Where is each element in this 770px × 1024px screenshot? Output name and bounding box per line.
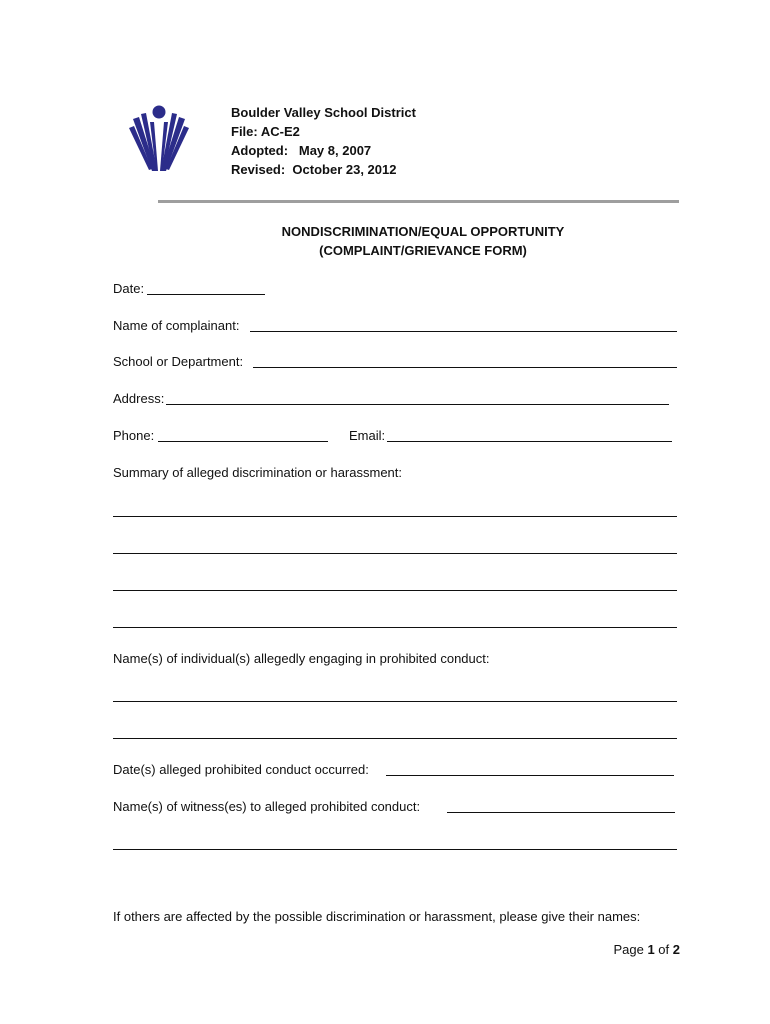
summary-line-4[interactable] (113, 627, 677, 628)
phone-field[interactable] (158, 441, 328, 442)
summary-label: Summary of alleged discrimination or harassment: (113, 465, 403, 480)
summary-line-2[interactable] (113, 553, 677, 554)
address-field[interactable] (166, 404, 669, 405)
others-label: If others are affected by the possible discrimination or harassment, please give their names: (113, 909, 641, 924)
individuals-line-1[interactable] (113, 701, 677, 702)
bvsd-logo-icon (128, 103, 190, 173)
summary-line-1[interactable] (113, 516, 677, 517)
individuals-label: Name(s) of individual(s) allegedly engaging in prohibited conduct: (113, 651, 490, 666)
email-label: Email: (349, 428, 386, 443)
email-field[interactable] (387, 441, 672, 442)
witnesses-field[interactable] (447, 812, 675, 813)
individuals-line-2[interactable] (113, 738, 677, 739)
complainant-field[interactable] (250, 331, 677, 332)
page-of: of (658, 942, 670, 957)
page-current: 1 (647, 942, 655, 957)
file-code: File: AC-E2 (231, 124, 300, 139)
witnesses-label: Name(s) of witness(es) to alleged prohibited conduct: (113, 799, 421, 814)
page-prefix: Page (613, 942, 644, 957)
dates-field[interactable] (386, 775, 674, 776)
address-label: Address: (113, 391, 165, 406)
form-title: NONDISCRIMINATION/EQUAL OPPORTUNITY (281, 224, 565, 239)
date-field[interactable] (147, 294, 265, 295)
school-label: School or Department: (113, 354, 244, 369)
date-label: Date: (113, 281, 145, 296)
witnesses-line-2[interactable] (113, 849, 677, 850)
dates-label: Date(s) alleged prohibited conduct occurred: (113, 762, 369, 777)
summary-line-3[interactable] (113, 590, 677, 591)
adopted-date: Adopted: May 8, 2007 (231, 143, 372, 158)
district-name: Boulder Valley School District (231, 105, 416, 120)
school-field[interactable] (253, 367, 677, 368)
page-total: 2 (672, 942, 680, 957)
complainant-label: Name of complainant: (113, 318, 240, 333)
document-header (231, 103, 416, 179)
revised-date: Revised: October 23, 2012 (231, 162, 397, 177)
phone-label: Phone: (113, 428, 155, 443)
header-divider (158, 200, 679, 203)
form-subtitle: (COMPLAINT/GRIEVANCE FORM) (319, 243, 527, 258)
page-number (560, 942, 680, 957)
